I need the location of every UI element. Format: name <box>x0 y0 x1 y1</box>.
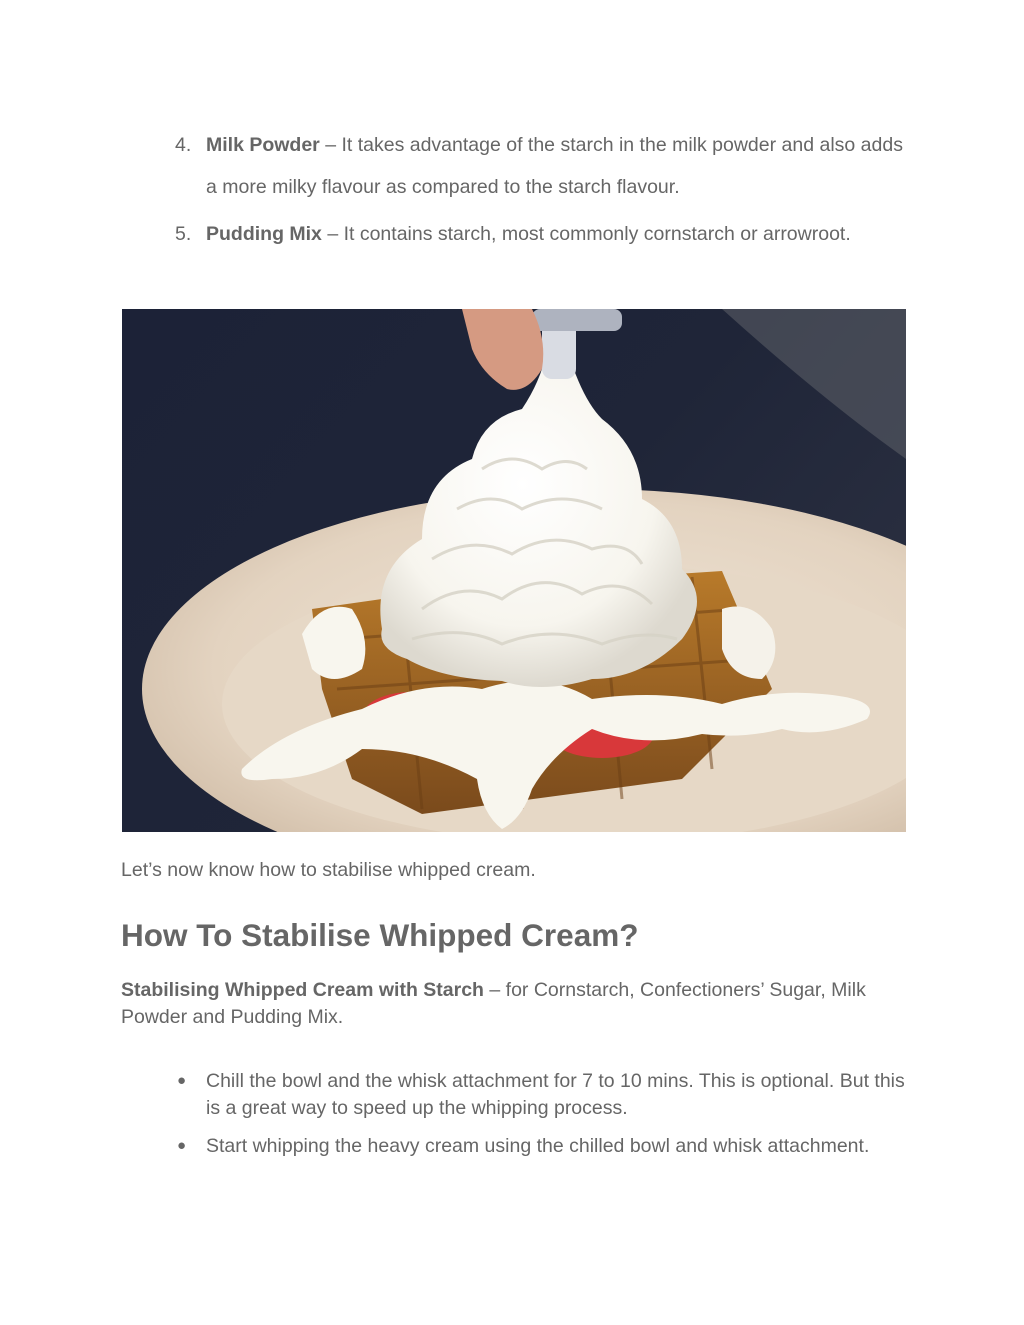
section-heading: How To Stabilise Whipped Cream? <box>121 917 639 953</box>
description: – It takes advantage of the starch in the milk powder and also adds a more milky flavour as compared to the starch flavour. <box>206 134 903 198</box>
list-item-text: Chill the bowl and the whisk attachment for 7 to 10 mins. This is optional. But this is a great way to speed up the whipping process. <box>206 1070 905 1119</box>
whipped-cream-waffle-photo <box>122 309 906 832</box>
steps-list <box>175 1068 915 1172</box>
description: – It contains starch, most commonly cornstarch or arrowroot. <box>321 223 851 245</box>
paragraph-bold: Stabilising Whipped Cream with Starch <box>121 979 484 1001</box>
paragraph-text: – for Cornstarch, Confectioners’ Sugar, Milk Powder and Pudding Mix. <box>121 979 866 1028</box>
intro-paragraph <box>121 977 901 1030</box>
list-number: 5. <box>175 223 192 245</box>
list-item-milk-powder <box>175 124 915 208</box>
caption-text: Let’s now know how to stabilise whipped cream. <box>121 859 536 881</box>
term-milk-powder: Milk Powder <box>206 134 320 156</box>
term-pudding-mix: Pudding Mix <box>206 223 322 245</box>
bullet-icon: ● <box>177 1072 187 1089</box>
list-number: 4. <box>175 134 192 156</box>
list-item-text: Start whipping the heavy cream using the chilled bowl and whisk attachment. <box>206 1135 870 1157</box>
list-item-pudding-mix <box>175 221 915 248</box>
list-item <box>175 1068 915 1121</box>
bullet-icon: ● <box>177 1137 187 1154</box>
list-item <box>175 1133 915 1160</box>
ingredient-list <box>175 124 915 248</box>
